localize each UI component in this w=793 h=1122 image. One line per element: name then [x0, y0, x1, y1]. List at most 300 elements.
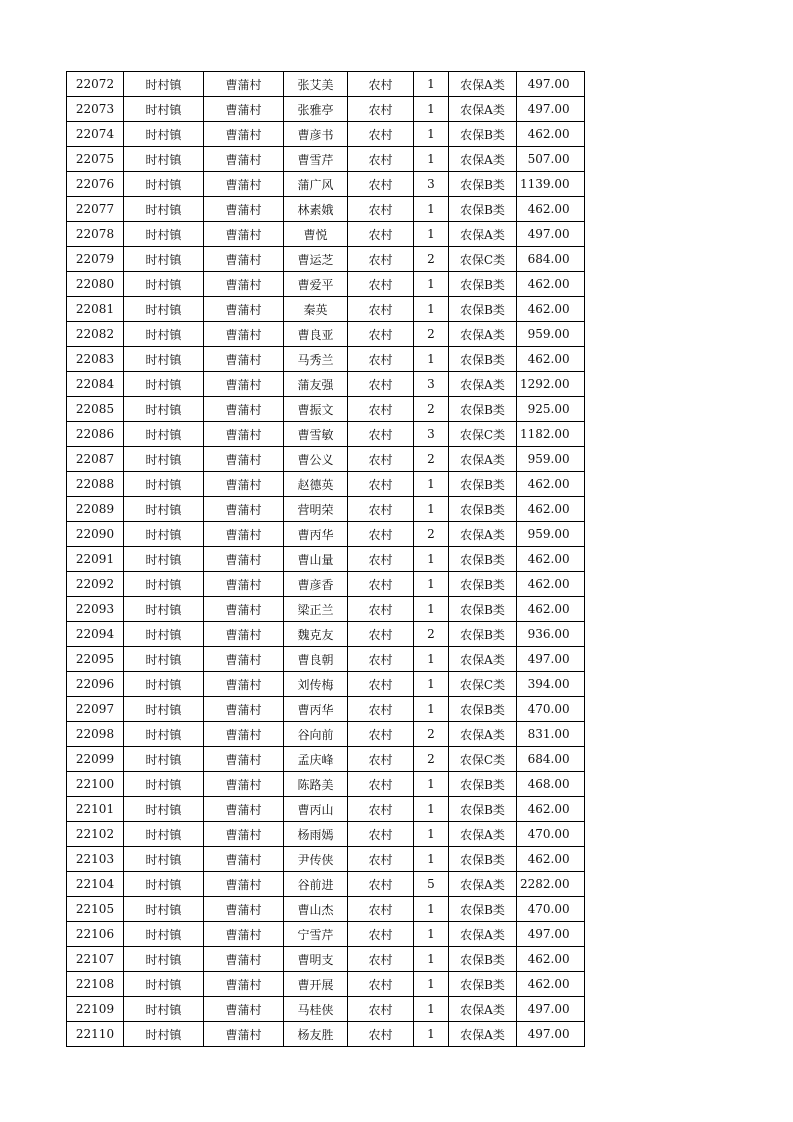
cell-insurance-category: 农保A类 [449, 722, 517, 747]
cell-member-count: 1 [414, 772, 449, 797]
cell-village: 曹蒲村 [204, 872, 284, 897]
cell-town: 时村镇 [124, 72, 204, 97]
cell-record-id: 22074 [67, 122, 124, 147]
cell-record-id: 22092 [67, 572, 124, 597]
cell-person-name: 曹运芝 [284, 247, 348, 272]
cell-person-name: 曹丙华 [284, 697, 348, 722]
cell-insurance-category: 农保B类 [449, 172, 517, 197]
cell-town: 时村镇 [124, 572, 204, 597]
cell-member-count: 3 [414, 422, 449, 447]
cell-insurance-category: 农保B类 [449, 472, 517, 497]
cell-amount: 497.00 [517, 922, 585, 947]
cell-member-count: 3 [414, 172, 449, 197]
cell-record-id: 22083 [67, 347, 124, 372]
cell-member-count: 1 [414, 197, 449, 222]
cell-village: 曹蒲村 [204, 822, 284, 847]
cell-insurance-category: 农保B类 [449, 547, 517, 572]
cell-town: 时村镇 [124, 697, 204, 722]
cell-insurance-category: 农保A类 [449, 922, 517, 947]
cell-town: 时村镇 [124, 322, 204, 347]
cell-record-id: 22094 [67, 622, 124, 647]
table-row [67, 897, 585, 922]
cell-member-count: 1 [414, 222, 449, 247]
table-row [67, 772, 585, 797]
cell-amount: 507.00 [517, 147, 585, 172]
cell-person-name: 孟庆峰 [284, 747, 348, 772]
cell-person-name: 曹彦香 [284, 572, 348, 597]
cell-village: 曹蒲村 [204, 647, 284, 672]
cell-insurance-category: 农保A类 [449, 147, 517, 172]
table-row [67, 972, 585, 997]
cell-insurance-category: 农保C类 [449, 747, 517, 772]
cell-household-type: 农村 [348, 472, 414, 497]
cell-insurance-category: 农保B类 [449, 897, 517, 922]
cell-record-id: 22082 [67, 322, 124, 347]
table-row [67, 647, 585, 672]
cell-record-id: 22099 [67, 747, 124, 772]
cell-town: 时村镇 [124, 822, 204, 847]
cell-amount: 462.00 [517, 122, 585, 147]
cell-town: 时村镇 [124, 472, 204, 497]
cell-member-count: 1 [414, 922, 449, 947]
table-row [67, 997, 585, 1022]
cell-person-name: 蒲广风 [284, 172, 348, 197]
cell-town: 时村镇 [124, 247, 204, 272]
cell-record-id: 22096 [67, 672, 124, 697]
cell-person-name: 林素娥 [284, 197, 348, 222]
table-row [67, 597, 585, 622]
table-row [67, 1022, 585, 1047]
cell-person-name: 曹良朝 [284, 647, 348, 672]
cell-amount: 1182.00 [517, 422, 585, 447]
table-row [67, 97, 585, 122]
cell-amount: 470.00 [517, 697, 585, 722]
table-row [67, 72, 585, 97]
cell-town: 时村镇 [124, 297, 204, 322]
cell-record-id: 22106 [67, 922, 124, 947]
cell-insurance-category: 农保A类 [449, 997, 517, 1022]
cell-insurance-category: 农保B类 [449, 272, 517, 297]
cell-insurance-category: 农保B类 [449, 772, 517, 797]
cell-record-id: 22079 [67, 247, 124, 272]
cell-amount: 1292.00 [517, 372, 585, 397]
cell-person-name: 曹明支 [284, 947, 348, 972]
table-row [67, 947, 585, 972]
table-row [67, 797, 585, 822]
table-row [67, 822, 585, 847]
cell-household-type: 农村 [348, 897, 414, 922]
cell-town: 时村镇 [124, 997, 204, 1022]
cell-household-type: 农村 [348, 222, 414, 247]
cell-town: 时村镇 [124, 522, 204, 547]
cell-insurance-category: 农保A类 [449, 522, 517, 547]
cell-person-name: 曹公义 [284, 447, 348, 472]
cell-town: 时村镇 [124, 272, 204, 297]
cell-person-name: 曹丙山 [284, 797, 348, 822]
cell-amount: 959.00 [517, 322, 585, 347]
cell-amount: 684.00 [517, 747, 585, 772]
cell-village: 曹蒲村 [204, 322, 284, 347]
cell-member-count: 2 [414, 447, 449, 472]
cell-household-type: 农村 [348, 622, 414, 647]
table-body [67, 72, 585, 1047]
cell-household-type: 农村 [348, 672, 414, 697]
cell-member-count: 1 [414, 147, 449, 172]
cell-person-name: 宁雪芹 [284, 922, 348, 947]
cell-person-name: 赵德英 [284, 472, 348, 497]
table-row [67, 172, 585, 197]
cell-amount: 470.00 [517, 897, 585, 922]
cell-person-name: 营明荣 [284, 497, 348, 522]
cell-record-id: 22078 [67, 222, 124, 247]
cell-amount: 497.00 [517, 997, 585, 1022]
cell-record-id: 22076 [67, 172, 124, 197]
cell-member-count: 1 [414, 647, 449, 672]
cell-member-count: 1 [414, 597, 449, 622]
cell-village: 曹蒲村 [204, 397, 284, 422]
cell-record-id: 22102 [67, 822, 124, 847]
cell-record-id: 22098 [67, 722, 124, 747]
cell-town: 时村镇 [124, 922, 204, 947]
cell-town: 时村镇 [124, 847, 204, 872]
cell-insurance-category: 农保A类 [449, 222, 517, 247]
cell-person-name: 曹雪敏 [284, 422, 348, 447]
cell-household-type: 农村 [348, 822, 414, 847]
cell-amount: 462.00 [517, 572, 585, 597]
cell-record-id: 22087 [67, 447, 124, 472]
cell-household-type: 农村 [348, 247, 414, 272]
cell-insurance-category: 农保B类 [449, 397, 517, 422]
cell-member-count: 2 [414, 322, 449, 347]
cell-record-id: 22100 [67, 772, 124, 797]
cell-record-id: 22104 [67, 872, 124, 897]
cell-person-name: 曹良亚 [284, 322, 348, 347]
cell-village: 曹蒲村 [204, 122, 284, 147]
cell-amount: 462.00 [517, 472, 585, 497]
cell-person-name: 蒲友强 [284, 372, 348, 397]
cell-member-count: 1 [414, 547, 449, 572]
cell-town: 时村镇 [124, 397, 204, 422]
cell-household-type: 农村 [348, 547, 414, 572]
cell-town: 时村镇 [124, 447, 204, 472]
table-row [67, 697, 585, 722]
cell-household-type: 农村 [348, 972, 414, 997]
cell-member-count: 1 [414, 122, 449, 147]
cell-amount: 394.00 [517, 672, 585, 697]
cell-household-type: 农村 [348, 372, 414, 397]
cell-person-name: 魏克友 [284, 622, 348, 647]
cell-village: 曹蒲村 [204, 447, 284, 472]
cell-village: 曹蒲村 [204, 247, 284, 272]
cell-insurance-category: 农保B类 [449, 297, 517, 322]
cell-person-name: 刘传梅 [284, 672, 348, 697]
cell-amount: 831.00 [517, 722, 585, 747]
table-row [67, 222, 585, 247]
cell-household-type: 农村 [348, 297, 414, 322]
cell-amount: 468.00 [517, 772, 585, 797]
cell-amount: 462.00 [517, 972, 585, 997]
cell-insurance-category: 农保B类 [449, 122, 517, 147]
table-row [67, 672, 585, 697]
cell-person-name: 张雅亭 [284, 97, 348, 122]
cell-person-name: 谷向前 [284, 722, 348, 747]
cell-village: 曹蒲村 [204, 722, 284, 747]
cell-record-id: 22101 [67, 797, 124, 822]
cell-household-type: 农村 [348, 272, 414, 297]
cell-village: 曹蒲村 [204, 497, 284, 522]
cell-amount: 462.00 [517, 347, 585, 372]
cell-member-count: 1 [414, 897, 449, 922]
cell-amount: 462.00 [517, 497, 585, 522]
cell-insurance-category: 农保C类 [449, 422, 517, 447]
cell-insurance-category: 农保B类 [449, 797, 517, 822]
cell-amount: 497.00 [517, 97, 585, 122]
cell-person-name: 梁正兰 [284, 597, 348, 622]
cell-town: 时村镇 [124, 747, 204, 772]
cell-town: 时村镇 [124, 97, 204, 122]
cell-record-id: 22109 [67, 997, 124, 1022]
cell-record-id: 22088 [67, 472, 124, 497]
cell-town: 时村镇 [124, 122, 204, 147]
cell-record-id: 22084 [67, 372, 124, 397]
cell-village: 曹蒲村 [204, 1022, 284, 1047]
cell-record-id: 22097 [67, 697, 124, 722]
cell-insurance-category: 农保C类 [449, 672, 517, 697]
cell-amount: 684.00 [517, 247, 585, 272]
table-row [67, 522, 585, 547]
cell-amount: 462.00 [517, 197, 585, 222]
cell-record-id: 22081 [67, 297, 124, 322]
cell-record-id: 22095 [67, 647, 124, 672]
cell-insurance-category: 农保A类 [449, 647, 517, 672]
cell-member-count: 1 [414, 272, 449, 297]
cell-amount: 497.00 [517, 72, 585, 97]
cell-member-count: 2 [414, 722, 449, 747]
cell-amount: 925.00 [517, 397, 585, 422]
cell-town: 时村镇 [124, 722, 204, 747]
cell-member-count: 1 [414, 697, 449, 722]
cell-town: 时村镇 [124, 547, 204, 572]
cell-village: 曹蒲村 [204, 372, 284, 397]
cell-record-id: 22075 [67, 147, 124, 172]
cell-member-count: 1 [414, 347, 449, 372]
table-row [67, 347, 585, 372]
cell-insurance-category: 农保A类 [449, 72, 517, 97]
cell-village: 曹蒲村 [204, 597, 284, 622]
cell-insurance-category: 农保B类 [449, 972, 517, 997]
table-row [67, 622, 585, 647]
cell-record-id: 22090 [67, 522, 124, 547]
cell-town: 时村镇 [124, 147, 204, 172]
cell-village: 曹蒲村 [204, 147, 284, 172]
cell-person-name: 谷前进 [284, 872, 348, 897]
cell-town: 时村镇 [124, 772, 204, 797]
cell-village: 曹蒲村 [204, 347, 284, 372]
cell-insurance-category: 农保A类 [449, 872, 517, 897]
cell-record-id: 22091 [67, 547, 124, 572]
cell-village: 曹蒲村 [204, 672, 284, 697]
cell-town: 时村镇 [124, 497, 204, 522]
cell-person-name: 陈路美 [284, 772, 348, 797]
cell-household-type: 农村 [348, 197, 414, 222]
cell-member-count: 2 [414, 247, 449, 272]
table-row [67, 497, 585, 522]
table-row [67, 572, 585, 597]
cell-village: 曹蒲村 [204, 172, 284, 197]
cell-amount: 2282.00 [517, 872, 585, 897]
cell-amount: 462.00 [517, 797, 585, 822]
cell-member-count: 1 [414, 972, 449, 997]
cell-person-name: 曹雪芹 [284, 147, 348, 172]
cell-town: 时村镇 [124, 197, 204, 222]
table-row [67, 397, 585, 422]
cell-household-type: 农村 [348, 922, 414, 947]
table-row [67, 322, 585, 347]
cell-town: 时村镇 [124, 1022, 204, 1047]
cell-household-type: 农村 [348, 747, 414, 772]
table-row [67, 197, 585, 222]
cell-household-type: 农村 [348, 647, 414, 672]
cell-town: 时村镇 [124, 622, 204, 647]
cell-person-name: 秦英 [284, 297, 348, 322]
cell-village: 曹蒲村 [204, 272, 284, 297]
cell-village: 曹蒲村 [204, 97, 284, 122]
cell-person-name: 曹山量 [284, 547, 348, 572]
cell-person-name: 张艾美 [284, 72, 348, 97]
cell-amount: 497.00 [517, 647, 585, 672]
cell-village: 曹蒲村 [204, 922, 284, 947]
cell-member-count: 1 [414, 97, 449, 122]
table-row [67, 547, 585, 572]
cell-village: 曹蒲村 [204, 947, 284, 972]
cell-insurance-category: 农保A类 [449, 822, 517, 847]
cell-member-count: 1 [414, 297, 449, 322]
cell-amount: 462.00 [517, 597, 585, 622]
cell-record-id: 22107 [67, 947, 124, 972]
table-row [67, 847, 585, 872]
cell-amount: 497.00 [517, 222, 585, 247]
cell-amount: 936.00 [517, 622, 585, 647]
table-row [67, 747, 585, 772]
cell-village: 曹蒲村 [204, 547, 284, 572]
cell-insurance-category: 农保B类 [449, 622, 517, 647]
cell-member-count: 1 [414, 797, 449, 822]
cell-record-id: 22077 [67, 197, 124, 222]
cell-person-name: 曹山杰 [284, 897, 348, 922]
cell-amount: 462.00 [517, 847, 585, 872]
cell-amount: 959.00 [517, 447, 585, 472]
cell-household-type: 农村 [348, 722, 414, 747]
cell-household-type: 农村 [348, 772, 414, 797]
cell-town: 时村镇 [124, 172, 204, 197]
cell-record-id: 22108 [67, 972, 124, 997]
cell-person-name: 尹传侠 [284, 847, 348, 872]
cell-insurance-category: 农保B类 [449, 497, 517, 522]
cell-member-count: 2 [414, 397, 449, 422]
cell-insurance-category: 农保B类 [449, 347, 517, 372]
cell-record-id: 22105 [67, 897, 124, 922]
cell-person-name: 曹彦书 [284, 122, 348, 147]
cell-household-type: 农村 [348, 97, 414, 122]
cell-member-count: 1 [414, 497, 449, 522]
cell-person-name: 马秀兰 [284, 347, 348, 372]
table-row [67, 472, 585, 497]
cell-village: 曹蒲村 [204, 847, 284, 872]
cell-record-id: 22072 [67, 72, 124, 97]
cell-household-type: 农村 [348, 572, 414, 597]
cell-household-type: 农村 [348, 997, 414, 1022]
cell-member-count: 1 [414, 997, 449, 1022]
cell-town: 时村镇 [124, 347, 204, 372]
cell-town: 时村镇 [124, 872, 204, 897]
cell-person-name: 杨雨嫣 [284, 822, 348, 847]
cell-amount: 462.00 [517, 297, 585, 322]
cell-person-name: 曹振文 [284, 397, 348, 422]
cell-insurance-category: 农保B类 [449, 847, 517, 872]
cell-village: 曹蒲村 [204, 747, 284, 772]
cell-village: 曹蒲村 [204, 422, 284, 447]
cell-person-name: 曹开展 [284, 972, 348, 997]
cell-town: 时村镇 [124, 797, 204, 822]
cell-town: 时村镇 [124, 972, 204, 997]
cell-member-count: 2 [414, 622, 449, 647]
cell-member-count: 1 [414, 847, 449, 872]
cell-village: 曹蒲村 [204, 72, 284, 97]
cell-household-type: 农村 [348, 697, 414, 722]
cell-village: 曹蒲村 [204, 997, 284, 1022]
cell-member-count: 1 [414, 672, 449, 697]
cell-member-count: 5 [414, 872, 449, 897]
cell-insurance-category: 农保A类 [449, 447, 517, 472]
cell-amount: 1139.00 [517, 172, 585, 197]
table-row [67, 147, 585, 172]
cell-village: 曹蒲村 [204, 522, 284, 547]
cell-insurance-category: 农保B类 [449, 197, 517, 222]
cell-person-name: 曹悦 [284, 222, 348, 247]
cell-record-id: 22103 [67, 847, 124, 872]
cell-member-count: 2 [414, 522, 449, 547]
table-row [67, 297, 585, 322]
cell-household-type: 农村 [348, 422, 414, 447]
cell-amount: 462.00 [517, 947, 585, 972]
cell-member-count: 1 [414, 947, 449, 972]
cell-insurance-category: 农保A类 [449, 97, 517, 122]
cell-person-name: 曹丙华 [284, 522, 348, 547]
cell-household-type: 农村 [348, 122, 414, 147]
cell-village: 曹蒲村 [204, 772, 284, 797]
table-row [67, 447, 585, 472]
cell-village: 曹蒲村 [204, 472, 284, 497]
cell-member-count: 1 [414, 72, 449, 97]
cell-town: 时村镇 [124, 897, 204, 922]
cell-household-type: 农村 [348, 522, 414, 547]
cell-record-id: 22085 [67, 397, 124, 422]
cell-village: 曹蒲村 [204, 297, 284, 322]
cell-village: 曹蒲村 [204, 897, 284, 922]
cell-household-type: 农村 [348, 497, 414, 522]
cell-town: 时村镇 [124, 222, 204, 247]
cell-insurance-category: 农保A类 [449, 1022, 517, 1047]
table-row [67, 122, 585, 147]
table-row [67, 247, 585, 272]
cell-member-count: 1 [414, 822, 449, 847]
table-row [67, 922, 585, 947]
cell-insurance-category: 农保A类 [449, 372, 517, 397]
cell-amount: 959.00 [517, 522, 585, 547]
table-row [67, 422, 585, 447]
cell-household-type: 农村 [348, 347, 414, 372]
cell-person-name: 马桂侠 [284, 997, 348, 1022]
